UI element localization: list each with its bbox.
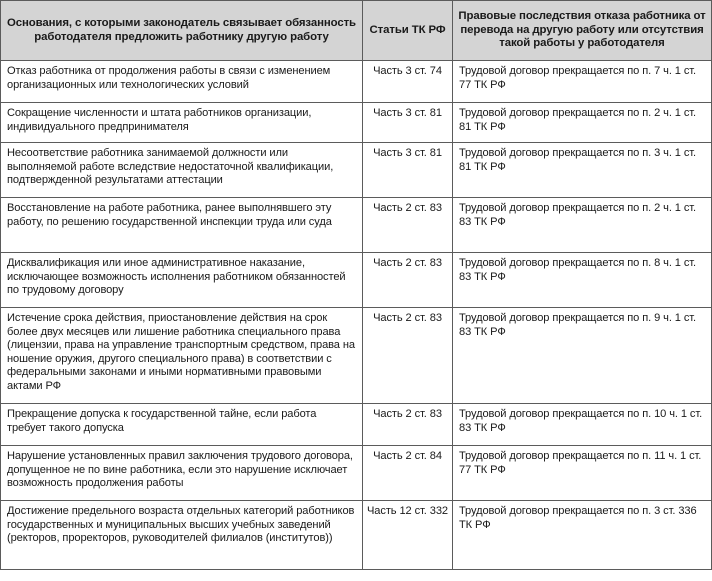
cell-ground: Нарушение установленных правил заключения трудового договора, допущенное не по вине работника, если это нарушение исключает возможность продолжения работы <box>1 446 363 501</box>
cell-article: Часть 3 ст. 81 <box>363 143 453 198</box>
cell-article: Часть 3 ст. 74 <box>363 61 453 103</box>
cell-consequence: Трудовой договор прекращается по п. 2 ч. 1 ст. 83 ТК РФ <box>453 198 712 253</box>
cell-consequence: Трудовой договор прекращается по п. 11 ч. 1 ст. 77 ТК РФ <box>453 446 712 501</box>
cell-ground: Истечение срока действия, приостановление действия на срок более двух месяцев или лишение работника специального права (лицензии, права на управление транспортным средством, права на ношение оружия, другого специального права) в соответствии с федеральными законами и иными нормативными правовыми актами РФ <box>1 308 363 404</box>
cell-consequence: Трудовой договор прекращается по п. 9 ч. 1 ст. 83 ТК РФ <box>453 308 712 404</box>
cell-consequence: Трудовой договор прекращается по п. 2 ч. 1 ст. 81 ТК РФ <box>453 103 712 143</box>
table-row <box>1 103 712 143</box>
table-row <box>1 61 712 103</box>
cell-article: Часть 2 ст. 84 <box>363 446 453 501</box>
cell-ground: Несоответствие работника занимаемой должности или выполняемой работе вследствие недостаточной квалификации, подтвержденной результатами аттестации <box>1 143 363 198</box>
header-grounds: Основания, с которыми законодатель связывает обязанность работодателя предложить работнику другую работу <box>1 1 363 61</box>
table-row <box>1 501 712 570</box>
header-articles: Статьи ТК РФ <box>363 1 453 61</box>
cell-ground: Отказ работника от продолжения работы в связи с изменением организационных или технологических условий <box>1 61 363 103</box>
table-row <box>1 143 712 198</box>
cell-consequence: Трудовой договор прекращается по п. 3 ст. 336 ТК РФ <box>453 501 712 570</box>
cell-ground: Восстановление на работе работника, ранее выполнявшего эту работу, по решению государственной инспекции труда или суда <box>1 198 363 253</box>
table-row <box>1 446 712 501</box>
cell-consequence: Трудовой договор прекращается по п. 8 ч. 1 ст. 83 ТК РФ <box>453 253 712 308</box>
cell-ground: Дисквалификация или иное административное наказание, исключающее возможность исполнения работником обязанностей по трудовому договору <box>1 253 363 308</box>
table-row <box>1 253 712 308</box>
table-row <box>1 308 712 404</box>
cell-consequence: Трудовой договор прекращается по п. 10 ч. 1 ст. 83 ТК РФ <box>453 404 712 446</box>
header-consequences: Правовые последствия отказа работника от перевода на другую работу или отсутствия такой работы у работодателя <box>453 1 712 61</box>
cell-article: Часть 2 ст. 83 <box>363 198 453 253</box>
table-header-row <box>1 1 712 61</box>
cell-ground: Сокращение численности и штата работников организации, индивидуального предпринимателя <box>1 103 363 143</box>
cell-article: Часть 2 ст. 83 <box>363 404 453 446</box>
cell-article: Часть 3 ст. 81 <box>363 103 453 143</box>
cell-consequence: Трудовой договор прекращается по п. 3 ч. 1 ст. 81 ТК РФ <box>453 143 712 198</box>
cell-article: Часть 2 ст. 83 <box>363 308 453 404</box>
cell-ground: Достижение предельного возраста отдельных категорий работников государственных и муниципальных высших учебных заведений (ректоров, проректоров, руководителей филиалов (институтов)) <box>1 501 363 570</box>
cell-consequence: Трудовой договор прекращается по п. 7 ч. 1 ст. 77 ТК РФ <box>453 61 712 103</box>
cell-ground: Прекращение допуска к государственной тайне, если работа требует такого допуска <box>1 404 363 446</box>
cell-article: Часть 2 ст. 83 <box>363 253 453 308</box>
cell-article: Часть 12 ст. 332 <box>363 501 453 570</box>
table-row <box>1 198 712 253</box>
table-row <box>1 404 712 446</box>
